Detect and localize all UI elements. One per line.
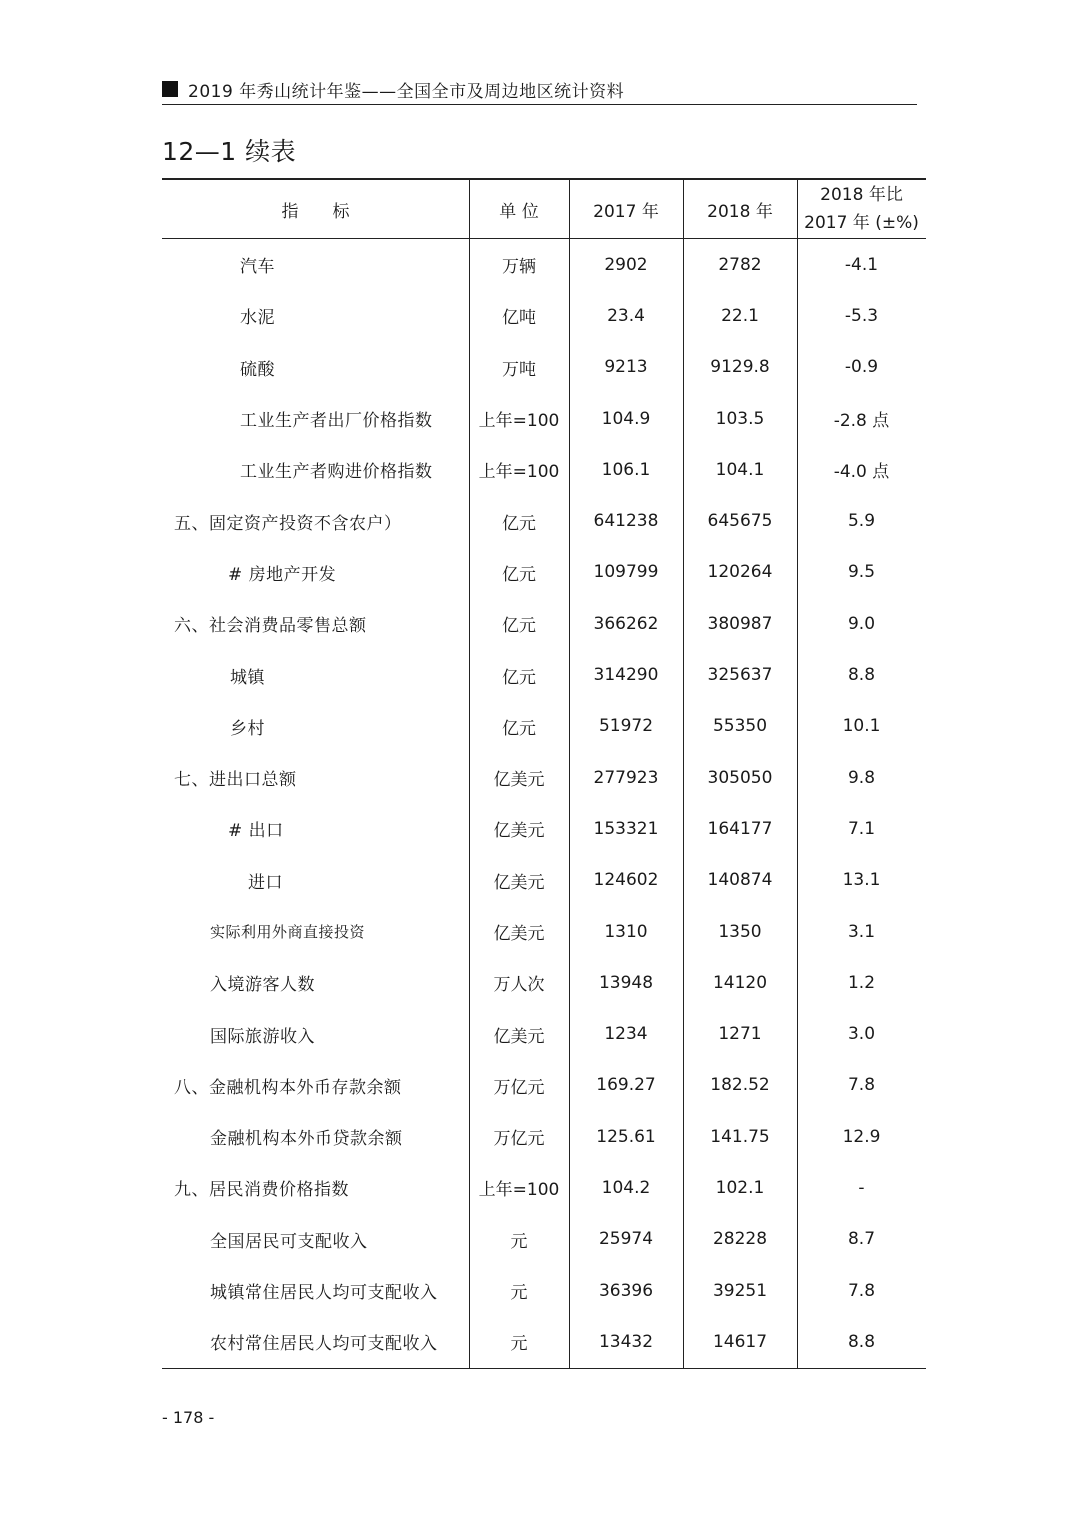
header-unit: 单 位 <box>499 201 539 222</box>
row-unit: 元 <box>510 1334 528 1355</box>
row-change: -4.0 点 <box>833 462 890 483</box>
row-change: 7.1 <box>847 818 876 839</box>
table-row <box>162 1316 926 1367</box>
table-header <box>162 178 926 239</box>
row-value-2017: 641238 <box>593 511 659 532</box>
statistics-table <box>162 178 926 1369</box>
table-row <box>162 342 926 393</box>
row-value-2018: 1271 <box>718 1024 762 1045</box>
row-value-2017: 124602 <box>593 870 659 891</box>
row-value-2018: 22.1 <box>721 305 759 326</box>
row-indicator: 全国居民可支配收入 <box>210 1231 368 1252</box>
page-number: - 178 - <box>162 1408 215 1427</box>
table-row <box>162 444 926 495</box>
row-value-2017: 277923 <box>593 767 659 788</box>
header-2017: 2017 年 <box>593 201 659 222</box>
table-row <box>162 906 926 957</box>
row-value-2017: 366262 <box>593 613 659 634</box>
table-row <box>162 649 926 700</box>
row-indicator: 工业生产者出厂价格指数 <box>240 411 433 432</box>
column-divider <box>569 180 570 238</box>
row-value-2017: 104.9 <box>601 408 651 429</box>
header-title: 2019 年秀山统计年鉴——全国全市及周边地区统计资料 <box>188 81 625 102</box>
row-unit: 万亿元 <box>493 1077 545 1098</box>
table-row <box>162 1060 926 1111</box>
row-indicator: 城镇 <box>230 667 265 688</box>
row-change: -0.9 <box>844 357 879 378</box>
row-indicator: 进口 <box>248 872 283 893</box>
row-value-2017: 51972 <box>598 716 654 737</box>
row-indicator: 金融机构本外币贷款余额 <box>210 1129 403 1150</box>
row-change: 8.7 <box>847 1229 876 1250</box>
header-change <box>797 180 926 238</box>
header-change-line2: 2017 年 (±%) <box>804 213 919 233</box>
row-indicator: 实际利用外商直接投资 <box>210 923 366 941</box>
row-change: 8.8 <box>847 1331 876 1352</box>
row-change: 10.1 <box>842 716 881 737</box>
row-change: 12.9 <box>842 1126 881 1147</box>
row-value-2017: 1234 <box>604 1024 648 1045</box>
row-change: 3.0 <box>847 1024 876 1045</box>
row-indicator: 九、居民消费价格指数 <box>174 1180 349 1201</box>
row-indicator: 工业生产者购进价格指数 <box>240 462 433 483</box>
row-indicator: 入境游客人数 <box>210 975 315 996</box>
table-row <box>162 598 926 649</box>
row-unit: 亿元 <box>502 564 536 585</box>
row-unit: 元 <box>510 1283 528 1304</box>
row-change: 9.5 <box>847 562 876 583</box>
row-value-2018: 9129.8 <box>710 357 770 378</box>
row-indicator: # 房地产开发 <box>228 564 337 585</box>
row-unit: 亿吨 <box>502 308 536 329</box>
table-row <box>162 1162 926 1213</box>
row-unit: 上年=100 <box>478 411 560 432</box>
row-change: 8.8 <box>847 665 876 686</box>
row-value-2017: 25974 <box>598 1229 654 1250</box>
column-divider <box>797 180 798 238</box>
row-indicator: 硫酸 <box>240 359 275 380</box>
row-indicator: 七、进出口总额 <box>174 770 297 791</box>
row-change: 9.8 <box>847 767 876 788</box>
row-change: -4.1 <box>844 254 879 275</box>
table-title: 12—1 续表 <box>162 137 297 166</box>
row-value-2018: 14617 <box>712 1331 768 1352</box>
row-indicator: 汽车 <box>240 257 275 278</box>
table-row <box>162 495 926 546</box>
row-value-2018: 55350 <box>712 716 768 737</box>
row-value-2018: 39251 <box>712 1280 768 1301</box>
table-body <box>162 239 926 1369</box>
table-row <box>162 1214 926 1265</box>
row-value-2018: 102.1 <box>715 1177 765 1198</box>
row-unit: 亿元 <box>502 513 536 534</box>
row-value-2018: 305050 <box>707 767 773 788</box>
row-unit: 亿元 <box>502 616 536 637</box>
header-2018: 2018 年 <box>707 201 773 222</box>
row-value-2018: 325637 <box>707 665 773 686</box>
row-value-2018: 103.5 <box>715 408 765 429</box>
row-value-2017: 2902 <box>604 254 648 275</box>
row-value-2018: 14120 <box>712 972 768 993</box>
row-value-2017: 106.1 <box>601 459 651 480</box>
row-indicator: 六、社会消费品零售总额 <box>174 616 367 637</box>
row-change: 1.2 <box>847 972 876 993</box>
row-change: 13.1 <box>842 870 881 891</box>
row-indicator: 国际旅游收入 <box>210 1026 315 1047</box>
row-change: 7.8 <box>847 1075 876 1096</box>
row-unit: 亿美元 <box>493 872 545 893</box>
table-row <box>162 957 926 1008</box>
row-value-2017: 314290 <box>593 665 659 686</box>
table-row <box>162 701 926 752</box>
row-unit: 上年=100 <box>478 462 560 483</box>
row-unit: 万吨 <box>502 359 536 380</box>
row-change: -2.8 点 <box>833 411 890 432</box>
row-value-2017: 13948 <box>598 972 654 993</box>
row-unit: 亿美元 <box>493 1026 545 1047</box>
row-unit: 亿美元 <box>493 821 545 842</box>
table-row <box>162 290 926 341</box>
column-divider <box>683 180 684 238</box>
row-change: -5.3 <box>844 305 879 326</box>
row-value-2018: 2782 <box>718 254 762 275</box>
header-square-icon <box>162 81 178 97</box>
page-header <box>162 78 917 105</box>
row-indicator: 五、固定资产投资不含农户） <box>174 513 402 534</box>
row-indicator: 乡村 <box>230 718 265 739</box>
row-value-2018: 164177 <box>707 818 773 839</box>
row-value-2017: 169.27 <box>596 1075 656 1096</box>
row-value-2018: 380987 <box>707 613 773 634</box>
row-value-2018: 104.1 <box>715 459 765 480</box>
row-value-2017: 36396 <box>598 1280 654 1301</box>
row-value-2018: 645675 <box>707 511 773 532</box>
table-row <box>162 803 926 854</box>
row-value-2018: 140874 <box>707 870 773 891</box>
row-unit: 上年=100 <box>478 1180 560 1201</box>
column-divider <box>469 180 470 238</box>
row-change: 3.1 <box>847 921 876 942</box>
row-value-2017: 109799 <box>593 562 659 583</box>
row-indicator: 八、金融机构本外币存款余额 <box>174 1077 402 1098</box>
row-unit: 元 <box>510 1231 528 1252</box>
table-row <box>162 1008 926 1059</box>
table-row <box>162 393 926 444</box>
row-indicator: 农村常住居民人均可支配收入 <box>210 1334 438 1355</box>
row-indicator: # 出口 <box>228 821 284 842</box>
header-change-line1: 2018 年比 <box>820 185 903 205</box>
row-change: 9.0 <box>847 613 876 634</box>
row-value-2018: 28228 <box>712 1229 768 1250</box>
row-value-2017: 23.4 <box>607 305 645 326</box>
row-value-2017: 104.2 <box>601 1177 651 1198</box>
row-unit: 亿元 <box>502 718 536 739</box>
row-value-2018: 1350 <box>718 921 762 942</box>
row-change: 7.8 <box>847 1280 876 1301</box>
row-unit: 万人次 <box>493 975 545 996</box>
row-value-2018: 120264 <box>707 562 773 583</box>
row-value-2017: 9213 <box>604 357 648 378</box>
row-value-2017: 153321 <box>593 818 659 839</box>
row-indicator: 水泥 <box>240 308 275 329</box>
row-value-2018: 182.52 <box>710 1075 770 1096</box>
row-unit: 万辆 <box>502 257 536 278</box>
header-indicator: 指 标 <box>281 201 350 222</box>
row-change: 5.9 <box>847 511 876 532</box>
row-value-2017: 13432 <box>598 1331 654 1352</box>
table-row <box>162 239 926 290</box>
row-unit: 亿美元 <box>493 770 545 791</box>
table-row <box>162 547 926 598</box>
row-unit: 亿美元 <box>493 924 545 944</box>
row-value-2017: 1310 <box>604 921 648 942</box>
row-value-2018: 141.75 <box>710 1126 770 1147</box>
row-unit: 亿元 <box>502 667 536 688</box>
table-row <box>162 855 926 906</box>
table-row <box>162 1265 926 1316</box>
row-change: - <box>858 1177 865 1198</box>
row-unit: 万亿元 <box>493 1129 545 1150</box>
row-indicator: 城镇常住居民人均可支配收入 <box>210 1283 438 1304</box>
table-row <box>162 752 926 803</box>
row-value-2017: 125.61 <box>596 1126 656 1147</box>
table-row <box>162 1111 926 1162</box>
